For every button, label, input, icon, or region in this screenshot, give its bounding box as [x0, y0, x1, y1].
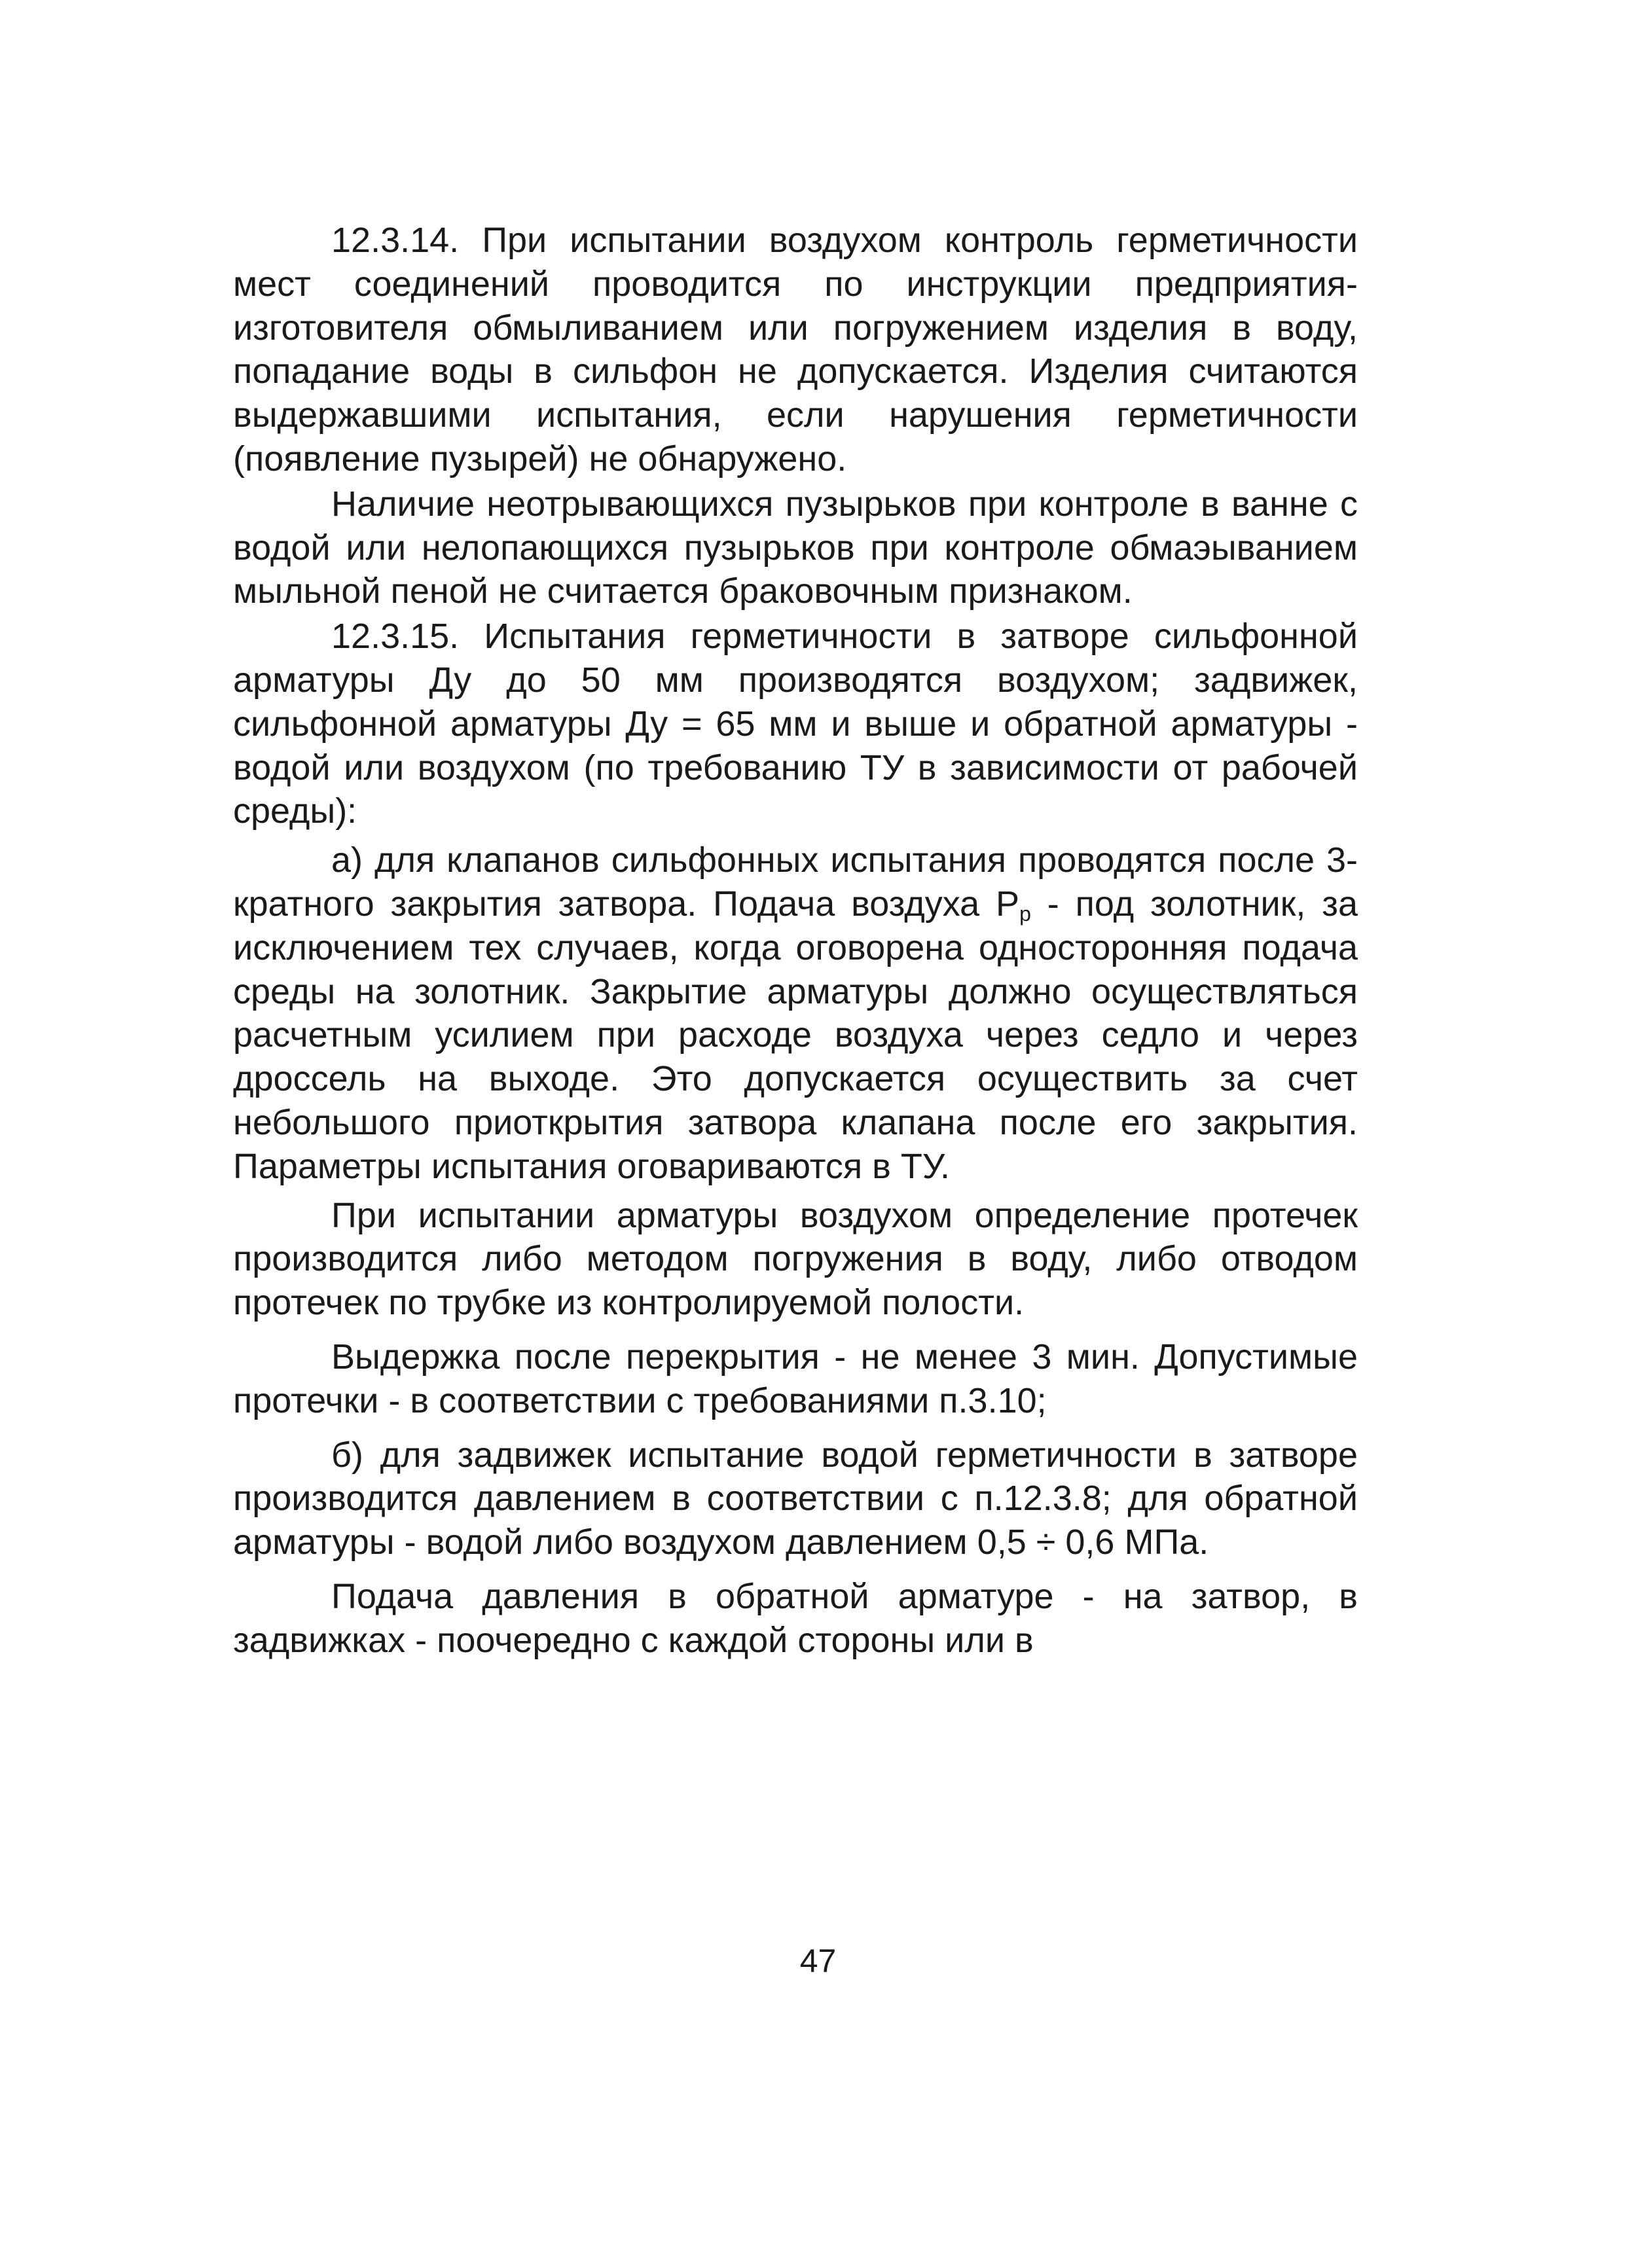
paragraph-12-3-15: 12.3.15. Испытания герметичности в затворе сильфонной арматуры Ду до 50 мм производятся воздухом; задвижек, сильфонной арматуры Ду = 65 мм и выше и обратной арматуры - водой или воздухом (по требованию ТУ в зависимости от рабочей среды): — [233, 617, 1358, 831]
page-number: 47 — [799, 1943, 837, 1979]
paragraph-12-3-14: 12.3.14. При испытании воздухом контроль герметичности мест соединений проводится по инструкции предприятия-изготовителя обмыливанием или погружением изделия в воду, попадание воды в сильфон не допускается. Изделия считаются выдержавшими испытания, если нарушения герметичности (появление пузырей) не обнаружено. — [233, 221, 1358, 478]
pressure-subscript: р — [1019, 901, 1031, 926]
item-a-text-end: - под золотник, за исключением тех случаев, когда оговорена односторонняя подача среды на золотник. Закрытие арматуры должно осуществляться расчетным усилием при расходе воздуха через седло и через дроссель на выходе. Это допускается осуществить за счет небольшого приоткрытия затвора клапана после его закрытия. Параметры испытания оговариваются в ТУ. — [233, 884, 1358, 1186]
paragraph-bubbles-note: Наличие неотрывающихся пузырьков при контроле в ванне с водой или нелопающихся пузырьков при контроле обмаэыванием мыльной пеной не считается браковочным признаком. — [233, 484, 1358, 611]
paragraph-item-a — [233, 838, 1358, 1188]
paragraph-hold-time: Выдержка после перекрытия - не менее 3 мин. Допустимые протечки - в соответствии с требованиями п.3.10; — [233, 1337, 1358, 1420]
paragraph-leak-detection: При испытании арматуры воздухом определение протечек производится либо методом погружения в воду, либо отводом протечек по трубке из контролируемой полости. — [233, 1195, 1358, 1323]
item-a-text-start: а) для клапанов сильфонных испытания проводятся после 3-кратного закрытия затвора. Подача воздуха Р — [233, 840, 1358, 924]
paragraph-item-b: б) для задвижек испытание водой герметичности в затворе производится давлением в соответствии с п.12.3.8; для обратной арматуры - водой либо воздухом давлением 0,5 ÷ 0,6 МПа. — [233, 1435, 1358, 1562]
body-text — [233, 219, 1358, 1663]
paragraph-pressure-supply: Подача давления в обратной арматуре - на затвор, в задвижках - поочередно с каждой стороны или в — [233, 1576, 1358, 1660]
